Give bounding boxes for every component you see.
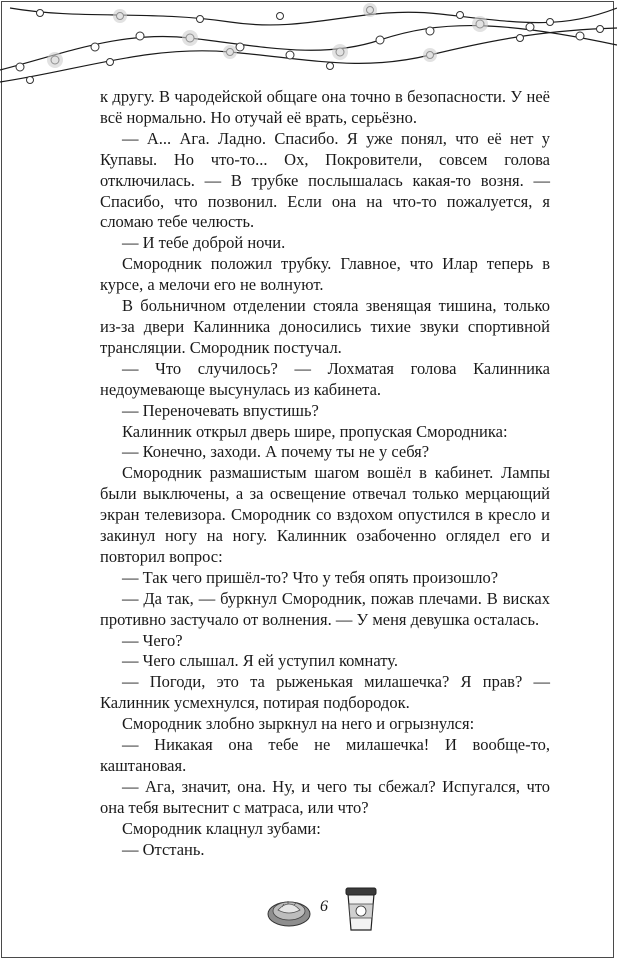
paragraph: — Отстань.	[122, 839, 205, 859]
paragraph: — Конечно, заходи. А почему ты не у себя?	[122, 442, 430, 462]
paragraph: — Так чего пришёл-то? Что у тебя опять произошло?	[122, 567, 499, 587]
paragraph: — А... Ага. Ладно. Спасибо. Я уже понял, что её нет у Купавы. Но что-то... Ох, Покровители, совсем голова отключилась. — В трубке послышалась какая-то возня. — Спасибо, что позвонил. Если она на что-то пожалуется, я сломаю тебе челюсть.	[100, 128, 550, 232]
paragraph: Смородник клацнул зубами:	[122, 818, 321, 838]
paragraph: Смородник злобно зыркнул на него и огрызнулся:	[122, 714, 475, 734]
paragraph: — Да так, — буркнул Смородник, пожав плечами. В висках противно застучало от волнения. — У меня девушка осталась.	[100, 588, 550, 629]
paragraph: — Ага, значит, она. Ну, и чего ты сбежал? Испугался, что она тебя вытеснит с матраса, или что?	[100, 776, 550, 817]
paragraph: — И тебе доброй ночи.	[122, 233, 286, 253]
book-page-text	[100, 87, 550, 861]
paragraph: — Переночевать впустишь?	[122, 400, 319, 420]
paragraph: Смородник размашистым шагом вошёл в кабинет. Лампы были выключены, а за освещение отвечал только мерцающий экран телевизора. Смородник со вздохом опустился в кресло и закинул ногу на ногу. Калинник озабоченно оглядел его и повторил вопрос:	[100, 463, 550, 566]
coffee-cup-icon	[342, 882, 380, 934]
paragraph: — Что случилось? — Лохматая голова Калинника недоумевающе высунулась из кабинета.	[100, 358, 550, 399]
paragraph: — Погоди, это та рыженькая милашечка? Я прав? — Калинник усмехнулся, потирая подбородок.	[100, 672, 550, 713]
page-footer	[0, 880, 617, 940]
paragraph: к другу. В чародейской общаге она точно в безопасности. У неё всё нормально. Но отучай её врать, серьёзно.	[100, 87, 550, 127]
paragraph: — Никакая она тебе не милашечка! И вообще-то, каштановая.	[100, 735, 550, 775]
page-number: 6	[320, 898, 328, 915]
paragraph: Смородник положил трубку. Главное, что Илар теперь в курсе, а мелочи его не волнуют.	[100, 254, 550, 295]
paragraph: — Чего слышал. Я ей уступил комнату.	[122, 651, 398, 671]
paragraph: — Чего?	[122, 630, 183, 650]
string-lights-decoration-icon	[0, 0, 617, 95]
paragraph: Калинник открыл дверь шире, пропуская Смородника:	[122, 421, 508, 441]
paragraph: В больничном отделении стояла звенящая тишина, только из-за двери Калинника доносились тихие звуки спортивной трансляции. Смородник постучал.	[100, 296, 550, 357]
dumpling-plate-icon	[266, 890, 312, 930]
